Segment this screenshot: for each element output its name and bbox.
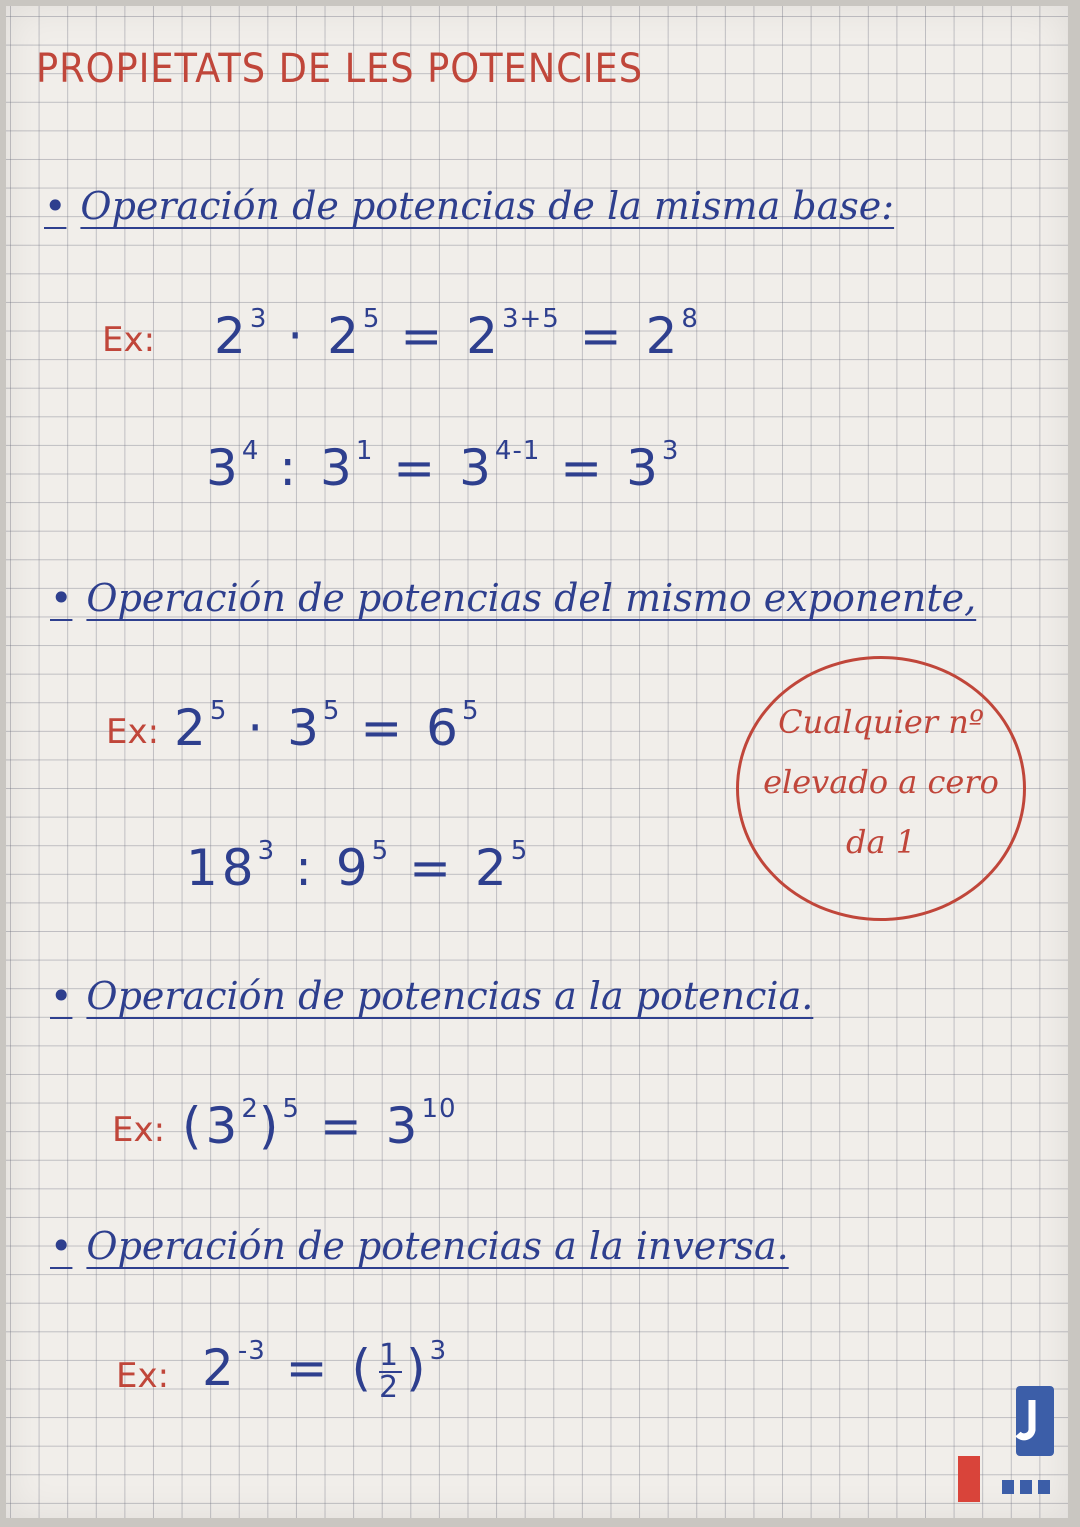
note-line: da 1 [845,823,917,861]
section-heading-same-exponent: • Operación de potencias del mismo exponente, [50,576,977,620]
section-heading-power-of-power: • Operación de potencias a la potencia. [50,974,814,1018]
example-label: Ex: [116,1356,170,1396]
logo-mark-icon [956,1386,1056,1506]
note-line: elevado a cero [763,763,999,801]
bullet: • [50,576,73,620]
section-heading-inverse: • Operación de potencias a la inversa. [50,1224,789,1268]
notebook-page [6,6,1068,1518]
note-line: Cualquier nº [778,703,984,741]
math-line: $(3^2)^5 = 3^{10}$ [182,1094,457,1155]
example-label: Ex: [106,712,160,752]
math-line: $2^5 \cdot 3^5 = 6^5$ [174,696,480,757]
bullet: • [50,974,73,1018]
bullet: • [44,184,67,228]
bullet: • [50,1224,73,1268]
math-line: $3^4$ : $3^1 = 3^{4-1} = 3^3$ [206,436,680,497]
example-label: Ex: [102,320,156,360]
page-title: PROPIETATS DE LES POTENCIES [36,46,644,92]
section-heading-same-base: • Operación de potencias de la misma base: [44,184,895,228]
math-line: $2^{-3}$ = ( $\frac{1}{2}$ )$^3$ [202,1336,448,1405]
math-line: $2^3 \cdot 2^5 = 2^{3+5} = 2^8$ [214,304,699,365]
math-line: $18^3$ : $9^5 = 2^5$ [186,836,529,897]
example-label: Ex: [112,1110,166,1150]
fraction: $\frac{1}{2}$ [378,1337,403,1405]
note-bubble [736,656,1026,921]
